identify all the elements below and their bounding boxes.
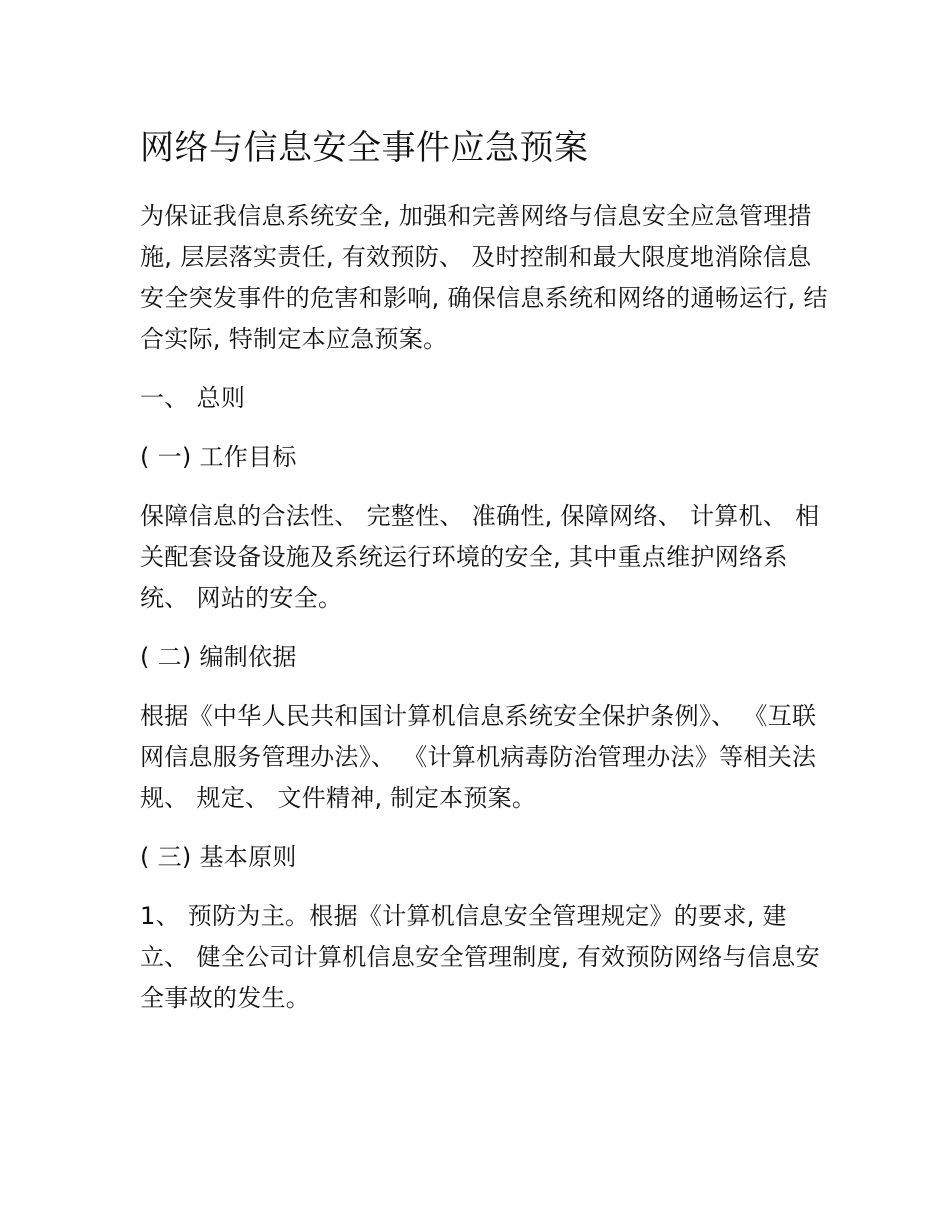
section-heading-general: 一、 总则: [140, 384, 246, 412]
basis-paragraph: 根据《中华人民共和国计算机信息系统安全保护条例》、 《互联网信息服务管理办法》、 《计算机病毒防治管理办法》等相关法规、 规定、 文件精神, 制定本预案。: [140, 702, 817, 812]
subsection-heading-principles: ( 三) 基本原则: [140, 843, 297, 871]
objectives-paragraph: 保障信息的合法性、 完整性、 准确性, 保障网络、 计算机、 相关配套设备设施及系统运行环境的安全, 其中重点维护网络系统、 网站的安全。: [140, 502, 820, 612]
document-title: 网络与信息安全事件应急预案: [140, 128, 589, 168]
subsection-heading-objectives: ( 一) 工作目标: [140, 443, 297, 471]
document-body: [140, 120, 830, 1037]
principle-1-paragraph: 1、 预防为主。根据《计算机信息安全管理规定》的要求, 建立、 健全公司计算机信息安全管理制度, 有效预防网络与信息安全事故的发生。: [140, 902, 820, 1012]
subsection-heading-basis: ( 二) 编制依据: [140, 643, 297, 671]
intro-paragraph: 为保证我信息系统安全, 加强和完善网络与信息安全应急管理措施, 层层落实责任, 有效预防、 及时控制和最大限度地消除信息安全突发事件的危害和影响, 确保信息系统和网络的通畅运行, 结合实际, 特制定本应急预案。: [140, 202, 828, 353]
